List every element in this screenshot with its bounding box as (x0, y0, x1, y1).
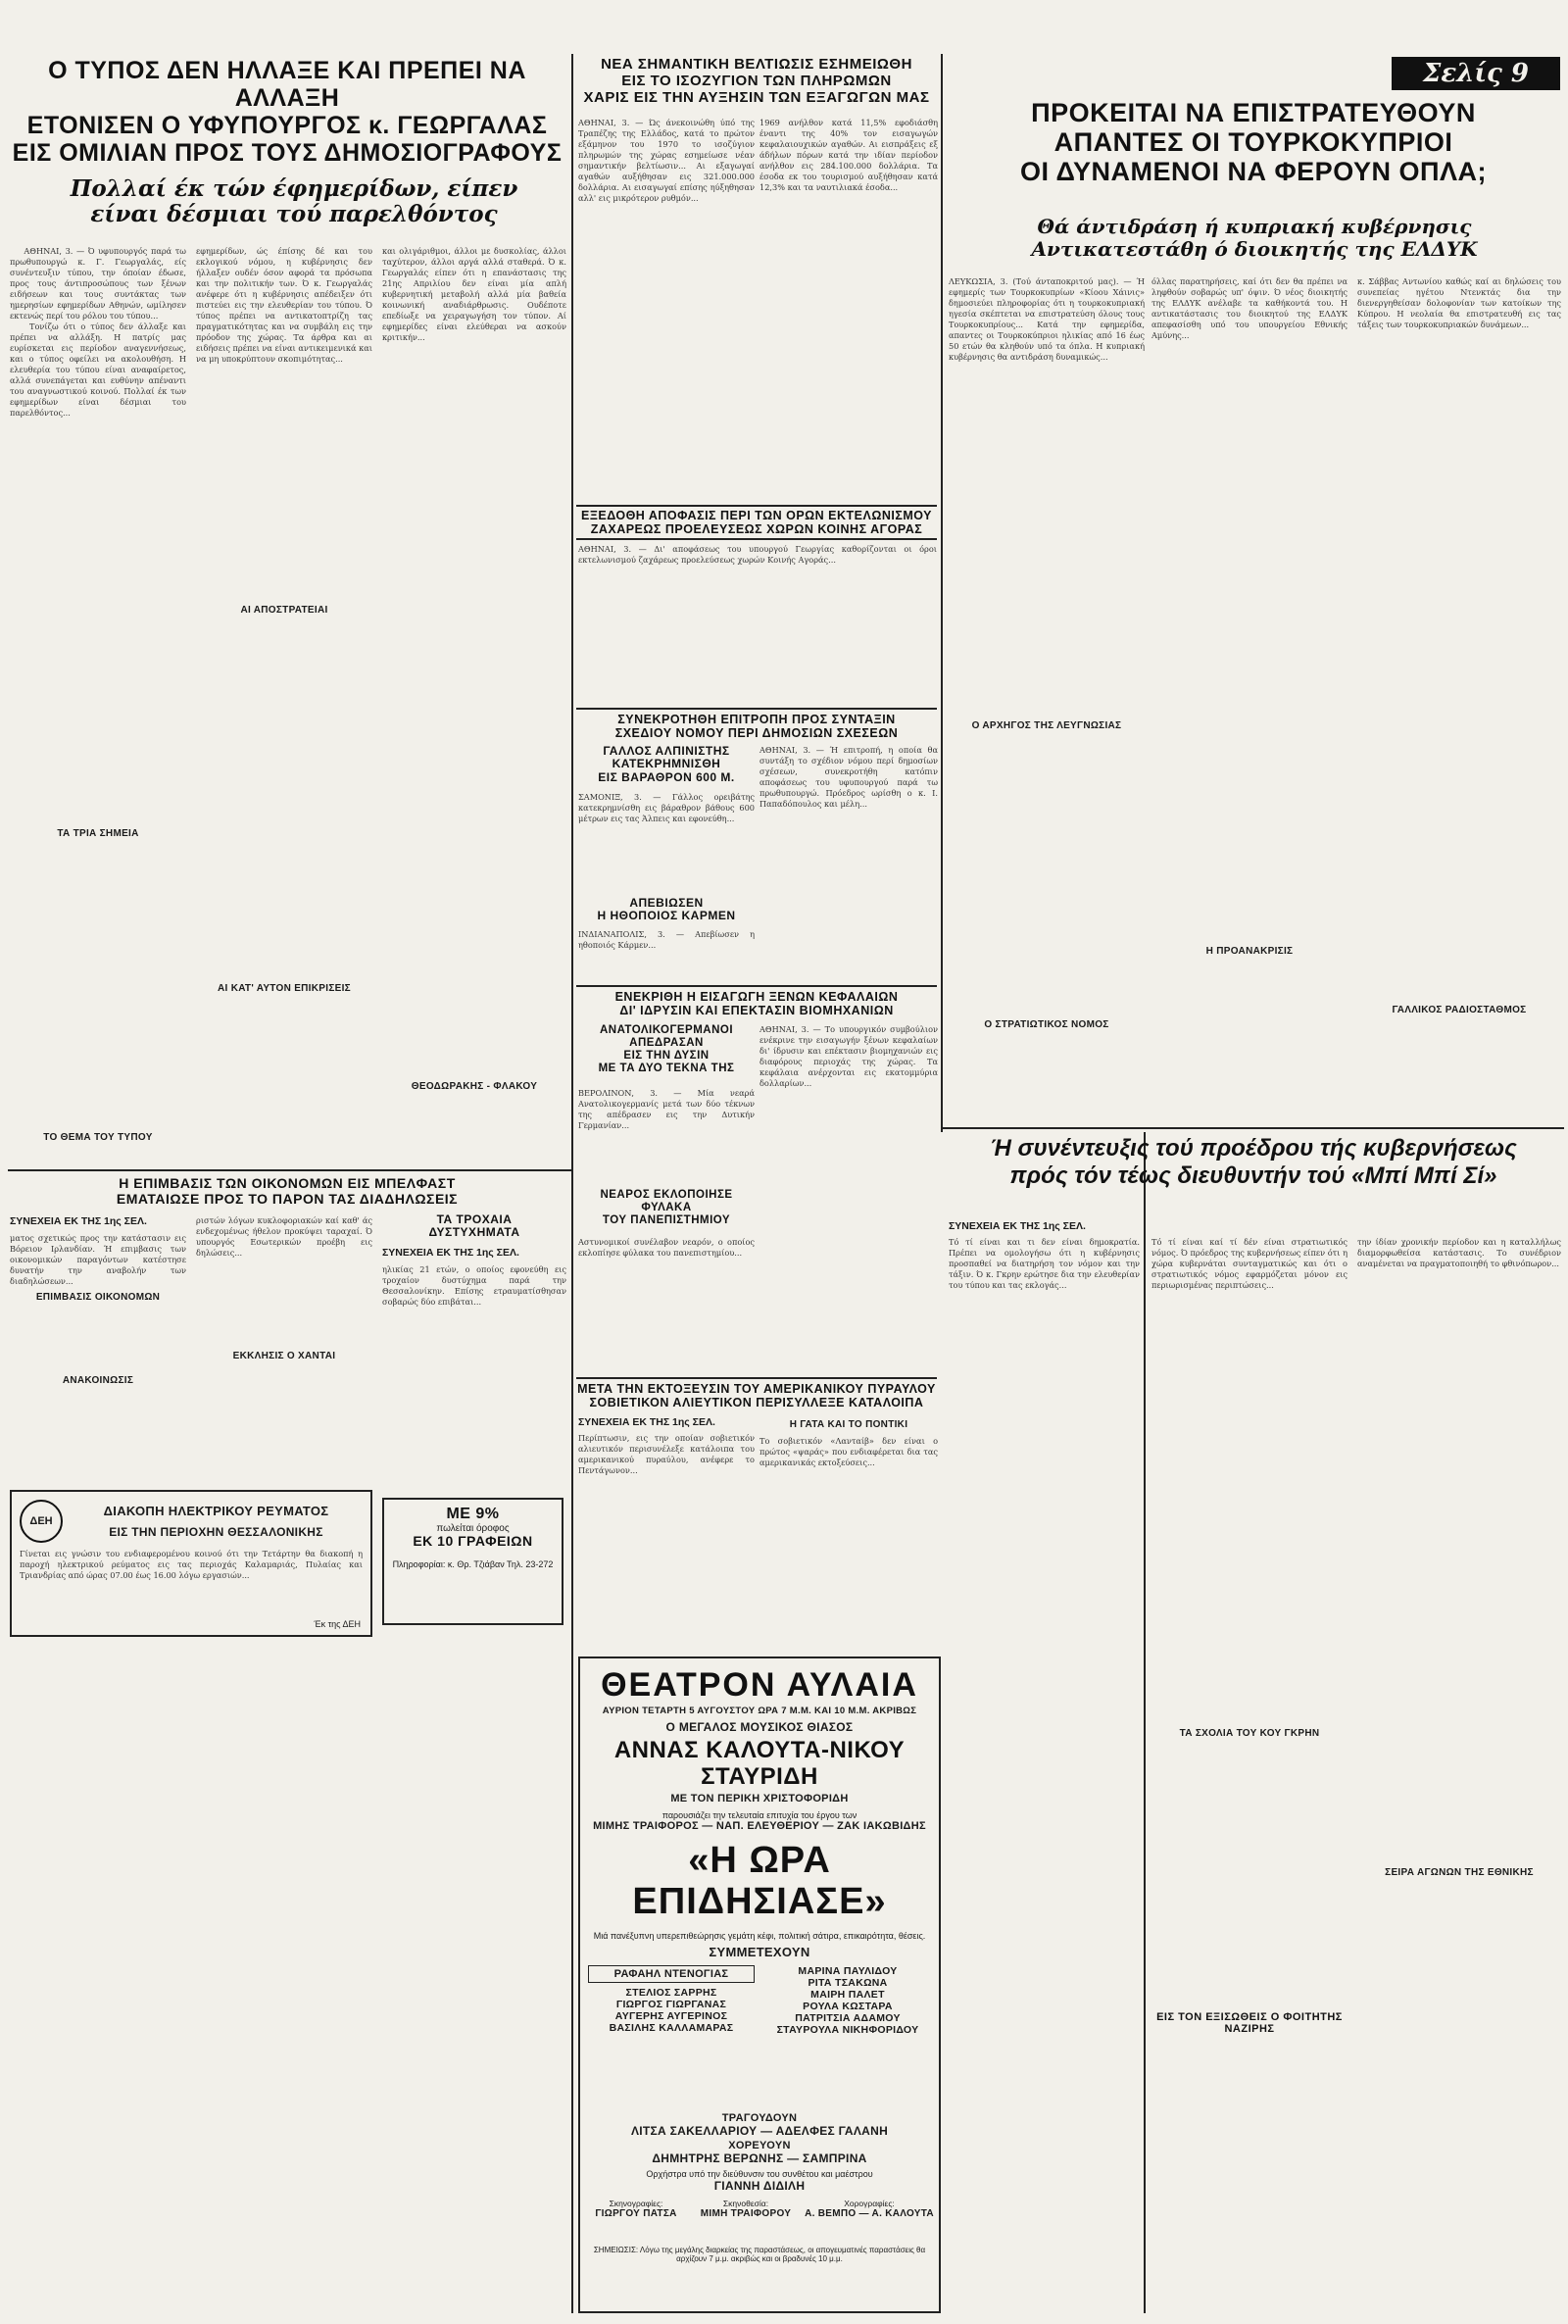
dancers: ΔΗΜΗΤΡΗΣ ΒΕΡΩΝΗΣ — ΣΑΜΠΡΙΝΑ (652, 2151, 867, 2165)
article-body: 1969 ανήλθον κατά 11,5% εφοδιάσθη έναντι της 40% τον εισαγωγών κεφαλαιουχικών αγαθών. Αι εισπράξεις εξ άδήλων πόρων κατά την ιδίαν περίοδον ανήλθον εις 284.100.000 δολλάρια. Τα έσοδα εκ του τουρισμού αυξήθησαν κατά 12,3% και τα ναυτιλιακά έσοδα... (760, 118, 941, 192)
theatre-title: ΘΕΑΤΡΟΝ ΑΥΛΑΙΑ (601, 1666, 918, 1704)
headline-rocket (576, 1377, 937, 1409)
subsection-heading: ΤΑ ΤΡΙΑ ΣΗΜΕΙΑ (57, 828, 139, 839)
headline-line: Ή συνέντευξις τού προέδρου τής κυβερνήσεως (990, 1135, 1517, 1162)
rule (943, 1127, 1564, 1129)
subsection-heading: ΘΕΟΔΩΡΑΚΗΣ - ΦΛΑΚΟΥ (411, 1081, 538, 1092)
cast-member: ΓΙΩΡΓΟΣ ΓΙΩΡΓΑΝΑΣ (615, 1998, 727, 2010)
cast-member: ΒΑΣΙΛΗΣ ΚΑΛΛΑΜΑΡΑΣ (609, 2021, 734, 2034)
article-body: Το σοβιετικόν «Λανταίβ» δεν είναι ο πρώτος «ψαράς» που ενδιαφέρεται δια τας αμερικανικάς εκτοξεύσεις... (760, 1436, 941, 1467)
headline-belfast (8, 1176, 566, 1207)
subsection-heading: Ο ΣΤΡΑΤΙΩΤΙΚΟΣ ΝΟΜΟΣ (984, 1019, 1109, 1030)
cast-member: ΑΥΓΕΡΗΣ ΑΥΓΕΡΙΝΟΣ (614, 2009, 728, 2022)
office-ad (382, 1498, 564, 1625)
credit-value: ΜΙΜΗ ΤΡΑΙΦΟΡΟΥ (700, 2207, 792, 2219)
article-body: κ. Σάββας Αντωνίου καθώς καί αι δηλώσεις του συνεπείας ηγέτου Ντενκτάς δια την διενεργηθείσαν δολοφονίαν των κατοίκων της Κύπρου. Η νεολαία θα επιστρατευθή εις τας τάξεις των τουρκοκυπριακών δυνάμεων... (1357, 276, 1564, 329)
subhead-press (59, 176, 529, 228)
headline-line: ΧΑΡΙΣ ΕΙΣ ΤΗΝ ΑΥΞΗΣΙΝ ΤΩΝ ΕΞΑΓΩΓΩΝ ΜΑΣ (583, 88, 930, 106)
credit-value: Α. ΒΕΜΠΟ — Α. ΚΑΛΟΥΤΑ (805, 2207, 934, 2219)
theatre-authors: ΜΙΜΗΣ ΤΡΑΙΦΟΡΟΣ — ΝΑΠ. ΕΛΕΥΘΕΡΙΟΥ — ΖΑΚ ΙΑΚΩΒΙΔΗΣ (593, 1819, 926, 1832)
dei-logo: ΔΕΗ (20, 1500, 63, 1543)
subsection-heading: Η ΓΑΤΑ ΚΑΙ ΤΟ ΠΟΝΤΙΚΙ (789, 1419, 908, 1430)
headline-line: ΜΕ ΤΑ ΔΥΟ ΤΕΚΝΑ ΤΗΣ (598, 1062, 735, 1074)
column-rule (571, 1171, 573, 2313)
dateline: ΛΕΥΚΩΣΙΑ, 3. (Τού άνταποκριτού μας). — Ή εφημερίς των Τουρκοκυπρίων «Κίοου Χάινις» δημοσιεύει πληροφορίας ότι η τουρκοκυπριακή ηγεσία σκέπτεται να επιστρατεύση όλους τους Τουρκοκυπρίους... (949, 276, 1148, 329)
theatre-stars: ΑΝΝΑΣ ΚΑΛΟΥΤΑ-ΝΙΚΟΥ ΣΤΑΥΡΙΔΗ (613, 1737, 906, 1790)
headline-line: ΜΕΤΑ ΤΗΝ ΕΚΤΟΞΕΥΣΙΝ ΤΟΥ ΑΜΕΡΙΚΑΝΙΚΟΥ ΠΥΡΑΥΛΟΥ (577, 1382, 936, 1396)
headline-line: ΕΜΑΤΑΙΩΣΕ ΠΡΟΣ ΤΟ ΠΑΡΟΝ ΤΑΣ ΔΙΑΔΗΛΩΣΕΙΣ (116, 1190, 459, 1207)
dateline: ΑΘΗΝΑΙ, 3. — Ώς άνεκοινώθη ύπό της Τραπέζης της Ελλάδος, κατά το πρώτον εξάμηνον του 1970 το ισοζύγιον πληρωμών της χώρας εσημείωσε νέαν σημαντικήν βελτίωσιν... (578, 118, 758, 171)
headline-line: ΕΙΣ ΒΑΡΑΘΡΟΝ 600 Μ. (598, 769, 735, 784)
article-body: ΑΘΗΝΑΙ, 3. — Δι' αποφάσεως του υπουργού Γεωργίας καθορίζονται οι όροι εκτελωνισμού ζαχάρεως προελεύσεως χωρών Κοινής Αγοράς... (578, 544, 940, 565)
credit-stage (582, 2199, 690, 2219)
rule (8, 1169, 571, 1171)
article-body: Τό τί είναι καί τί δέν είναι στρατιωτικός νόμος. Ό πρόεδρος της κυβερνήσεως είπεν ότι η χώρα κυβερνάται συνταγματικώς και ότι ο στρατιωτικός νόμος εφαρμόζεται μόνον εις περιωρισμένας περιπτώσεις... (1152, 1237, 1350, 1290)
subsection-heading: ΓΑΛΛΙΚΟΣ ΡΑΔΙΟΣΤΑΘΜΟΣ (1392, 1005, 1527, 1015)
theatre-authors-intro: παρουσιάζει την τελευταία επιτυχία του έργου των (662, 1809, 858, 1820)
cast-left (588, 1965, 755, 2034)
article-body: ΣΑΜΟΝΙΞ, 3. — Γάλλος ορειβάτης κατεκρημνίσθη εις βάραθρον βάθους 600 μέτρων εις τας Άλπεις και εφονεύθη... (578, 792, 758, 823)
article-body: ΑΘΗΝΑΙ, 3. — Ώς άνεκοινώθη ύπό της Τραπέζης της Ελλάδος, κατά το πρώτον εξάμηνον του 1970 το ισοζύγιον πληρωμών της χώρας εσημείωσε νέαν σημαντικήν βελτίωσιν... Αι εξαγωγαί αγαθών αυξήθησαν εις 321.000.000 δολλάρια. Αι εισαγωγαί επίσης ηύξηθησαν αλλ' εις μικρότερον ρυθμόν... (578, 118, 758, 203)
play-title: «Η ΩΡΑ ΕΠΙΔΗΣΙΑΣΕ» (632, 1839, 887, 1923)
ad-line: Πληροφορίαι: κ. Θρ. Τζιάβαν Τηλ. 23-272 (392, 1558, 554, 1569)
headline-line: ΦΥΛΑΚΑ (641, 1201, 692, 1213)
subsection-heading: ΕΠΙΜΒΑΣΙΣ ΟΙΚΟΝΟΜΩΝ (35, 1292, 161, 1303)
headline-line: ΣΥΝΕΚΡΟΤΗΘΗ ΕΠΙΤΡΟΠΗ ΠΡΟΣ ΣΥΝΤΑΞΙΝ (617, 713, 896, 726)
article-body: ηλικίας 21 ετών, ο οποίος εφονεύθη εις τροχαίον δυστύχημα παρά την Θεσσαλονίκην. Επίσης ετραυματίσθησαν σοβαρώς δύο επιβάται... (382, 1264, 569, 1307)
headline-line: ΕΤΟΝΙΣΕΝ Ο ΥΦΥΠΟΥΡΓΟΣ κ. ΓΕΩΡΓΑΛΑΣ (26, 112, 548, 139)
article-body: ματος σχετικώς προς την κατάστασιν εις Βόρειον Ιρλανδίαν. Ή επιμβασις των οικονομικών παραγόντων κατέστησε δυνατήν την αναβολήν των διαδηλώσεων... (10, 1233, 189, 1286)
dancers-label: ΧΟΡΕΥΟΥΝ (728, 2139, 791, 2151)
headline-line: ΔΥΣΤΥΧΗΜΑΤΑ (428, 1225, 520, 1240)
cast-featured: ΡΑΦΑΗΛ ΝΤΕΝΟΓΙΑΣ (588, 1965, 755, 1983)
headline-line: ΑΠΕΒΙΩΣΕΝ (629, 896, 704, 910)
notice-title: ΔΙΑΚΟΠΗ ΗΛΕΚΤΡΙΚΟΥ ΡΕΥΜΑΤΟΣ (103, 1504, 329, 1518)
credit-label: Σκηνοθεσία: (722, 2198, 769, 2208)
headline-line: ΕΞΕΔΟΘΗ ΑΠΟΦΑΣΙΣ ΠΕΡΙ ΤΩΝ ΟΡΩΝ ΕΚΤΕΛΩΝΙΣΜΟΥ (580, 509, 932, 522)
maestro: ΓΙΑΝΝΗ ΔΙΔΙΛΗ (713, 2178, 806, 2193)
headline-press (8, 57, 566, 167)
headline-line: ΕΙΣ ΟΜΙΛΙΑΝ ΠΡΟΣ ΤΟΥΣ ΔΗΜΟΣΙΟΓΡΑΦΟΥΣ (12, 139, 563, 167)
article-body: Αστυνομικοί συνέλαβον νεαρόν, ο οποίος εκλοπίησε φύλακα του πανεπιστημίου... (578, 1237, 758, 1258)
cast-member: ΜΑΙΡΗ ΠΑΛΕΤ (810, 1988, 885, 2001)
headline-line: ΤΟΥ ΠΑΝΕΠΙΣΤΗΜΙΟΥ (602, 1213, 731, 1226)
article-body: την ίδίαν χρονικήν περίοδον και η καταλλήλως διαμορφωθείσα κατάστασις. Το συνέδριον αναμένεται να πραγματοποιηθή το φθινόπωρον... (1357, 1237, 1564, 1268)
singers: ΛΙΤΣΑ ΣΑΚΕΛΛΑΡΙΟΥ — ΑΔΕΛΦΕΣ ΓΑΛΑΝΗ (630, 2123, 889, 2138)
headline-line: ΓΑΛΛΟΣ ΑΛΠΙΝΙΣΤΗΣ (603, 744, 730, 758)
credits-row (582, 2199, 937, 2244)
headline-interview (946, 1135, 1561, 1189)
article-body: Περίπτωσιν, εις την οποίαν σοβιετικόν αλιευτικόν περισυνέλεξε κατάλοιπα του αμερικανικού πυραύλου, ανέφερε το Πεντάγωνον... (578, 1433, 758, 1475)
theatre-with: ΜΕ ΤΟΝ ΠΕΡΙΚΗ ΧΡΙΣΤΟΦΟΡΙΔΗ (670, 1792, 849, 1805)
headline-youth (578, 1189, 755, 1227)
headline-east-germans (578, 1024, 755, 1075)
subhead-line: Πολλαί έκ τών έφημερίδων, είπεν (70, 175, 518, 202)
headline-line: ΝΕΑΡΟΣ ΕΚΛΟΠΟΙΗΣΕ (600, 1189, 733, 1201)
credit-value: ΓΙΩΡΓΟΥ ΠΑΤΣΑ (595, 2207, 677, 2219)
notice-footer: Έκ της ΔΕΗ (314, 1619, 361, 1629)
cast-member: ΡΙΤΑ ΤΣΑΚΩΝΑ (808, 1976, 888, 1989)
ad-line: ΕΚ 10 ΓΡΑΦΕΙΩΝ (413, 1532, 533, 1549)
headline-line: ΑΝΑΤΟΛΙΚΟΓΕΡΜΑΝΟΙ (599, 1024, 734, 1036)
article-body: όλλας παρατηρήσεις, καί ότι δεν θα πρέπει να ληφθούν σοβαρώς υπ' όψιν. Ό νέος διοικητής της ΕΛΔΥΚ ανέλαβε τα καθήκοντά του. Η αντικατάστασις του διοικητού της ΕΛΔΥΚ απεφασίσθη υπό του υπουργείου Εθνικής Αμύνης... (1152, 276, 1350, 340)
headline-capital (576, 985, 937, 1017)
continuation-label: ΣΥΝΕΧΕΙΑ ΕΚ ΤΗΣ 1ης ΣΕΛ. (382, 1247, 519, 1259)
headline-turkish-cypriots (946, 98, 1561, 187)
article-body: ΒΕΡΟΛΙΝΟΝ, 3. — Μία νεαρά Ανατολικογερμανίς μετά των δύο τέκνων της απέδρασεν εις την Δυτικήν Γερμανίαν... (578, 1088, 758, 1130)
headline-line: ΖΑΧΑΡΕΩΣ ΠΡΟΕΛΕΥΣΕΩΣ ΧΩΡΩΝ ΚΟΙΝΗΣ ΑΓΟΡΑΣ (590, 522, 923, 536)
headline-line: Η ΕΠΙΜΒΑΣΙΣ ΤΩΝ ΟΙΚΟΝΟΜΩΝ ΕΙΣ ΜΠΕΛΦΑΣΤ (119, 1175, 456, 1191)
headline-line: πρός τόν τέως διευθυντήν τού «Μπί Μπί Σί» (1009, 1162, 1497, 1189)
subsection-heading: Η ΠΡΟΑΝΑΚΡΙΣΙΣ (1205, 946, 1294, 957)
headline-accidents (382, 1213, 566, 1240)
cast-member: ΜΑΡΙΝΑ ΠΑΥΛΙΔΟΥ (798, 1964, 898, 1977)
notice-area: ΕΙΣ ΤΗΝ ΠΕΡΙΟΧΗΝ ΘΕΣΣΑΛΟΝΙΚΗΣ (109, 1525, 323, 1539)
subhead-line: είναι δέσμιαι τού παρελθόντος (90, 201, 498, 228)
page-number-badge: Σελίς 9 (1392, 57, 1560, 90)
headline-line: ΣΟΒΙΕΤΙΚΟΝ ΑΛΙΕΥΤΙΚΟΝ ΠΕΡΙΣΥΛΛΕΞΕ ΚΑΤΑΛΟΙΠΑ (589, 1396, 924, 1409)
continuation-label: ΣΥΝΕΧΕΙΑ ΕΚ ΤΗΣ 1ης ΣΕΛ. (10, 1215, 147, 1227)
headline-line: ΔΙ' ΙΔΡΥΣΙΝ ΚΑΙ ΕΠΕΚΤΑΣΙΝ ΒΙΟΜΗΧΑΝΙΩΝ (619, 1004, 894, 1017)
play-description: Μιά πανέξυπνη υπερεπιθεώρησις γεμάτη κέφι, πολιτική σάτιρα, επικαιρότητα, θέσεις. (593, 1930, 926, 1941)
subsection-heading: ΑΝΑΚΟΙΝΩΣΙΣ (62, 1375, 134, 1386)
subsection-heading: ΑΙ ΑΠΟΣΤΡΑΤΕΙΑΙ (240, 605, 328, 616)
article-body: ριστών λόγων κυκλοφοριακών καί καθ' άς ενδεχομένως ήθελον προκύψει ταραχαί. Ό υπουργός Εσωτερικών προέβη εις δηλώσεις... (196, 1215, 375, 1258)
credit-label: Χορογραφίες: (844, 2198, 895, 2208)
subhead-line: Θά άντιδράση ή κυπριακή κυβέρνησις (1037, 215, 1472, 238)
cast-member: ΣΤΕΛΙΟΣ ΣΑΡΡΗΣ (625, 1986, 717, 1999)
article-body: Τό τί είναι και τι δεν είναι δημοκρατία. Πρέπει να ομολογήσω ότι η κυβέρνησις προσπαθεί να διατηρήση τον νόμον και την τάξιν. Ό κ. Γκρην ερώτησε δια την ελευθερίαν του τύπου και τας εκλογάς... (949, 1237, 1143, 1290)
headline-committee (576, 708, 937, 740)
continuation-label: ΣΥΝΕΧΕΙΑ ΕΚ ΤΗΣ 1ης ΣΕΛ. (578, 1416, 715, 1428)
credit-direction (692, 2199, 800, 2219)
cast-right (764, 1965, 931, 2036)
headline-sugar (576, 505, 937, 540)
credit-choreo (802, 2199, 937, 2219)
theatre-date: ΑΥΡΙΟΝ ΤΕΤΑΡΤΗ 5 ΑΥΓΟΥΣΤΟΥ ΩΡΑ 7 Μ.Μ. ΚΑΙ 10 Μ.Μ. ΑΚΡΙΒΩΣ (602, 1706, 917, 1717)
theatre-company: Ο ΜΕΓΑΛΟΣ ΜΟΥΣΙΚΟΣ ΘΙΑΣΟΣ (665, 1720, 854, 1735)
subhead-line: Αντικατεστάθη ό διοικητής της ΕΛΔΥΚ (1031, 237, 1478, 261)
article-body: ΑΘΗΝΑΙ, 3. — Ή επιτροπή, η οποία θα συντάξη το σχέδιον νόμου περί δημοσίων σχέσεων, συνεκροτήθη κατόπιν αποφάσεως του υφυπουργού παρά τω πρωθυπουργώ. Πρόεδρος ωρίσθη ο κ. Ι. Παπαδόπουλος και μέλη... (760, 745, 941, 809)
participate-label: ΣΥΜΜΕΤΕΧΟΥΝ (709, 1944, 810, 1959)
column-rule (1144, 1132, 1146, 2313)
subsection-heading: ΕΚΚΛΗΣΙΣ Ο ΧΑΝΤΑΙ (232, 1351, 336, 1361)
subsection-heading: ΣΕΙΡΑ ΑΓΩΝΩΝ ΤΗΣ ΕΘΝΙΚΗΣ (1385, 1867, 1534, 1878)
headline-line: ΑΠΑΝΤΕΣ ΟΙ ΤΟΥΡΚΟΚΥΠΡΙΟΙ (1054, 127, 1453, 158)
article-body: και ολιγάριθμοι, άλλοι με δυσκολίας, άλλοι ταχύτερον, άλλοι αργά αλλά σταθερά. Ό κ. Γεωργαλάς είπεν ότι η επανάστασις της 21ης Απριλίου δεν είναι μία απλή κυβερνητική μεταβολή αλλά μία βαθεία κοινωνική αναδιάρθρωσις. Ουδέποτε επεδίωξε να χειραγωγήση τον τύπον. Αί εφημερίδες είναι ελεύθεραι να ασκούν κριτικήν... (382, 245, 566, 342)
article-body: ΙΝΔΙΑΝΑΠΟΛΙΣ, 3. — Απεβίωσεν η ηθοποιός Κάρμεν... (578, 929, 758, 950)
subsection-heading: ΤΑ ΣΧΟΛΙΑ ΤΟΥ ΚΟΥ ΓΚΡΗΝ (1179, 1728, 1320, 1739)
subsection-heading: ΤΟ ΘΕΜΑ ΤΟΥ ΤΥΠΟΥ (43, 1132, 153, 1143)
headline-line: Ο ΤΥΠΟΣ ΔΕΝ ΗΛΛΑΞΕ ΚΑΙ ΠΡΕΠΕΙ ΝΑ ΑΛΛΑΞΗ (48, 57, 526, 112)
singers-label: ΤΡΑΓΟΥΔΟΥΝ (721, 2111, 798, 2124)
headline-line: ΚΑΤΕΚΡΗΜΝΙΣΘΗ (612, 757, 721, 771)
article-body: εφημερίδων, ώς έπίσης δέ και του εκλογικού νόμου, η κυβέρνησις δεν ήλλαξεν ουδέν όσον αφορά τα πρόσωπα και την πολιτικήν των. Ό κ. Γεωργαλάς ανέφερε ότι η κυβέρνησις απέδειξεν ότι πιστεύει εις την ελευθερίαν του τύπου. Ό τύπος πρέπει να αντικατοπτρίζη τας πραγματικότητας και να συμβάλη εις την πρόοδον της χώρας. Τα άρθρα και αι ειδήσεις πρέπει να είναι αντικειμενικά και να μη υποκρύπτουν σκοπιμότητας... (196, 245, 372, 364)
subsection-heading: Ο ΑΡΧΗΓΟΣ ΤΗΣ ΛΕΥΓΝΩΣΙΑΣ (971, 720, 1122, 731)
cast-member: ΠΑΤΡΙΤΣΙΑ ΑΔΑΜΟΥ (795, 2011, 901, 2024)
theatre-ad-content (582, 1660, 937, 2309)
headline-line: Η ΗΘΟΠΟΙΟΣ ΚΑΡΜΕΝ (597, 909, 736, 923)
headline-line: ΑΠΕΔΡΑΣΑΝ (629, 1036, 704, 1049)
article-body: ΑΘΗΝΑΙ, 3. — Το υπουργικόν συμβούλιον ενέκρινε την εισαγωγήν ξένων κεφαλαίων δι' ίδρυσιν και επέκτασιν βιομηχανιών εις διαφόρους περιοχάς της χώρας. Τα κεφάλαια ανέρχονται εις εκατομμύρια δολλαρίων... (760, 1024, 941, 1088)
credit-label: Σκηνογραφίες: (609, 2198, 663, 2208)
subsection-heading: ΕΙΣ ΤΟΝ ΕΞΙΣΩΘΕΙΣ Ο ΦΟΙΤΗΤΗΣ ΝΑΖΙΡΗΣ (1156, 2011, 1343, 2036)
headline-line: ΟΙ ΔΥΝΑΜΕΝΟΙ ΝΑ ΦΕΡΟΥΝ ΟΠΛΑ; (1020, 157, 1487, 187)
headline-line: ΕΙΣ ΤΗΝ ΔΥΣΙΝ (623, 1049, 710, 1062)
power-outage-notice (10, 1490, 372, 1637)
article-body: ΛΕΥΚΩΣΙΑ, 3. (Τού άνταποκριτού μας). — Ή εφημερίς των Τουρκοκυπρίων «Κίοου Χάινις» δημοσιεύει πληροφορίας ότι η τουρκοκυπριακή ηγεσία σκέπτεται να επιστρατεύση όλους τους Τουρκοκυπρίους... Κατά την εφημερίδα, απαντες οι Τουρκοκύπριοι ηλικίας από 16 έως 50 ετών θα κληθούν υπό τα όπλα. Η κυπριακή κυβέρνησις θα αντιδράση δυναμικώς... (949, 276, 1148, 362)
dateline: ΑΘΗΝΑΙ, 3. — Ό υφυπουργός παρά τω πρωθυπουργώ κ. Γ. Γεωργαλάς, είς συνέντευξιν τύπου, την όποίαν έδωσε, προς τους άντιπροσώπους των ξένων ειδήσεων και τους συντάκτας των ημερησίων εφημερίδων Αθηνών, ωμίλησεν εκτενώς περί του ρόλου του τύπου... (10, 245, 189, 321)
headline-line: ΠΡΟΚΕΙΤΑΙ ΝΑ ΕΠΙΣΤΡΑΤΕΥΘΟΥΝ (1031, 98, 1476, 127)
headline-alpinist (578, 745, 755, 784)
headline-line: ΕΙΣ ΤΟ ΙΣΟΖΥΓΙΟΝ ΤΩΝ ΠΛΗΡΩΜΩΝ (621, 72, 892, 89)
headline-line: ΝΕΑ ΣΗΜΑΝΤΙΚΗ ΒΕΛΤΙΩΣΙΣ ΕΣΗΜΕΙΩΘΗ (601, 56, 912, 73)
cast-member: ΡΟΥΛΑ ΚΩΣΤΑΡΑ (803, 2000, 893, 2012)
cast-member: ΣΤΑΥΡΟΥΛΑ ΝΙΚΗΦΟΡΙΔΟΥ (776, 2023, 919, 2036)
subsection-heading: ΑΙ ΚΑΤ' ΑΥΤΟΝ ΕΠΙΚΡΙΣΕΙΣ (218, 983, 351, 994)
headline-line: ΕΝΕΚΡΙΘΗ Η ΕΙΣΑΓΩΓΗ ΞΕΝΩΝ ΚΕΦΑΛΑΙΩΝ (614, 990, 899, 1004)
continuation-label: ΣΥΝΕΧΕΙΑ ΕΚ ΤΗΣ 1ης ΣΕΛ. (949, 1220, 1086, 1232)
column-rule (941, 54, 943, 1132)
subhead-cyprus (956, 216, 1553, 261)
ad-line: ΜΕ 9% (446, 1506, 500, 1522)
theatre-note: ΣΗΜΕΙΩΣΙΣ: Λόγω της μεγάλης διαρκείας της παραστάσεως, οι απογευματινές παραστάσεις θα αρχίζουν 7 μ.μ. ακριβώς και οι βραδυνές 10 μ.μ. (593, 2245, 926, 2263)
article-body: ΑΘΗΝΑΙ, 3. — Ό υφυπουργός παρά τω πρωθυπουργώ κ. Γ. Γεωργαλάς, είς συνέντευξιν τύπου, την όποίαν έδωσε, προς τους άντιπροσώπους των ξένων ειδήσεων και τους συντάκτας των ημερησίων εφημερίδων Αθηνών, ωμίλησεν εκτενώς περί του ρόλου του τύπου... Τονίζω ότι ο τύπος δεν άλλαξε και πρέπει να αλλάξη. Η πατρίς μας ευρίσκεται εις περίοδον αναγεννήσεως, και ο τύπος οφείλει να ακολουθήση. Η ελευθερία του τύπου είναι αναφαίρετος, αλλά συνεπάγεται και ευθύνην απέναντι του αναγνωστικού κοινού. Πολλαί έκ των εφημερίδων είναι δέσμιαι του παρελθόντος... (10, 245, 189, 418)
cast-list (582, 1965, 937, 2112)
ad-line: πωλείται όροφος (436, 1522, 510, 1534)
column-rule (571, 54, 573, 1196)
headline-carmen (578, 897, 755, 923)
headline-line: ΤΑ ΤΡΟΧΑΙΑ (436, 1212, 513, 1226)
headline-line: ΣΧΕΔΙΟΥ ΝΟΜΟΥ ΠΕΡΙ ΔΗΜΟΣΙΩΝ ΣΧΕΣΕΩΝ (614, 726, 899, 740)
notice-body: Γίνεται εις γνώσιν του ενδιαφερομένου κοινού ότι την Τετάρτην θα διακοπή η παροχή ηλεκτρικού ρεύματος εις τας περιοχάς Καλαμαριάς, Πυλαίας και Τριανδρίας από ώρας 07.00 έως 16.00 λόγω εργασιών... (20, 1549, 366, 1580)
headline-payments (576, 57, 937, 106)
orchestra-line: Ορχήστρα υπό την διεύθυνσιν του συνθέτου και μαέστρου (646, 2168, 873, 2179)
